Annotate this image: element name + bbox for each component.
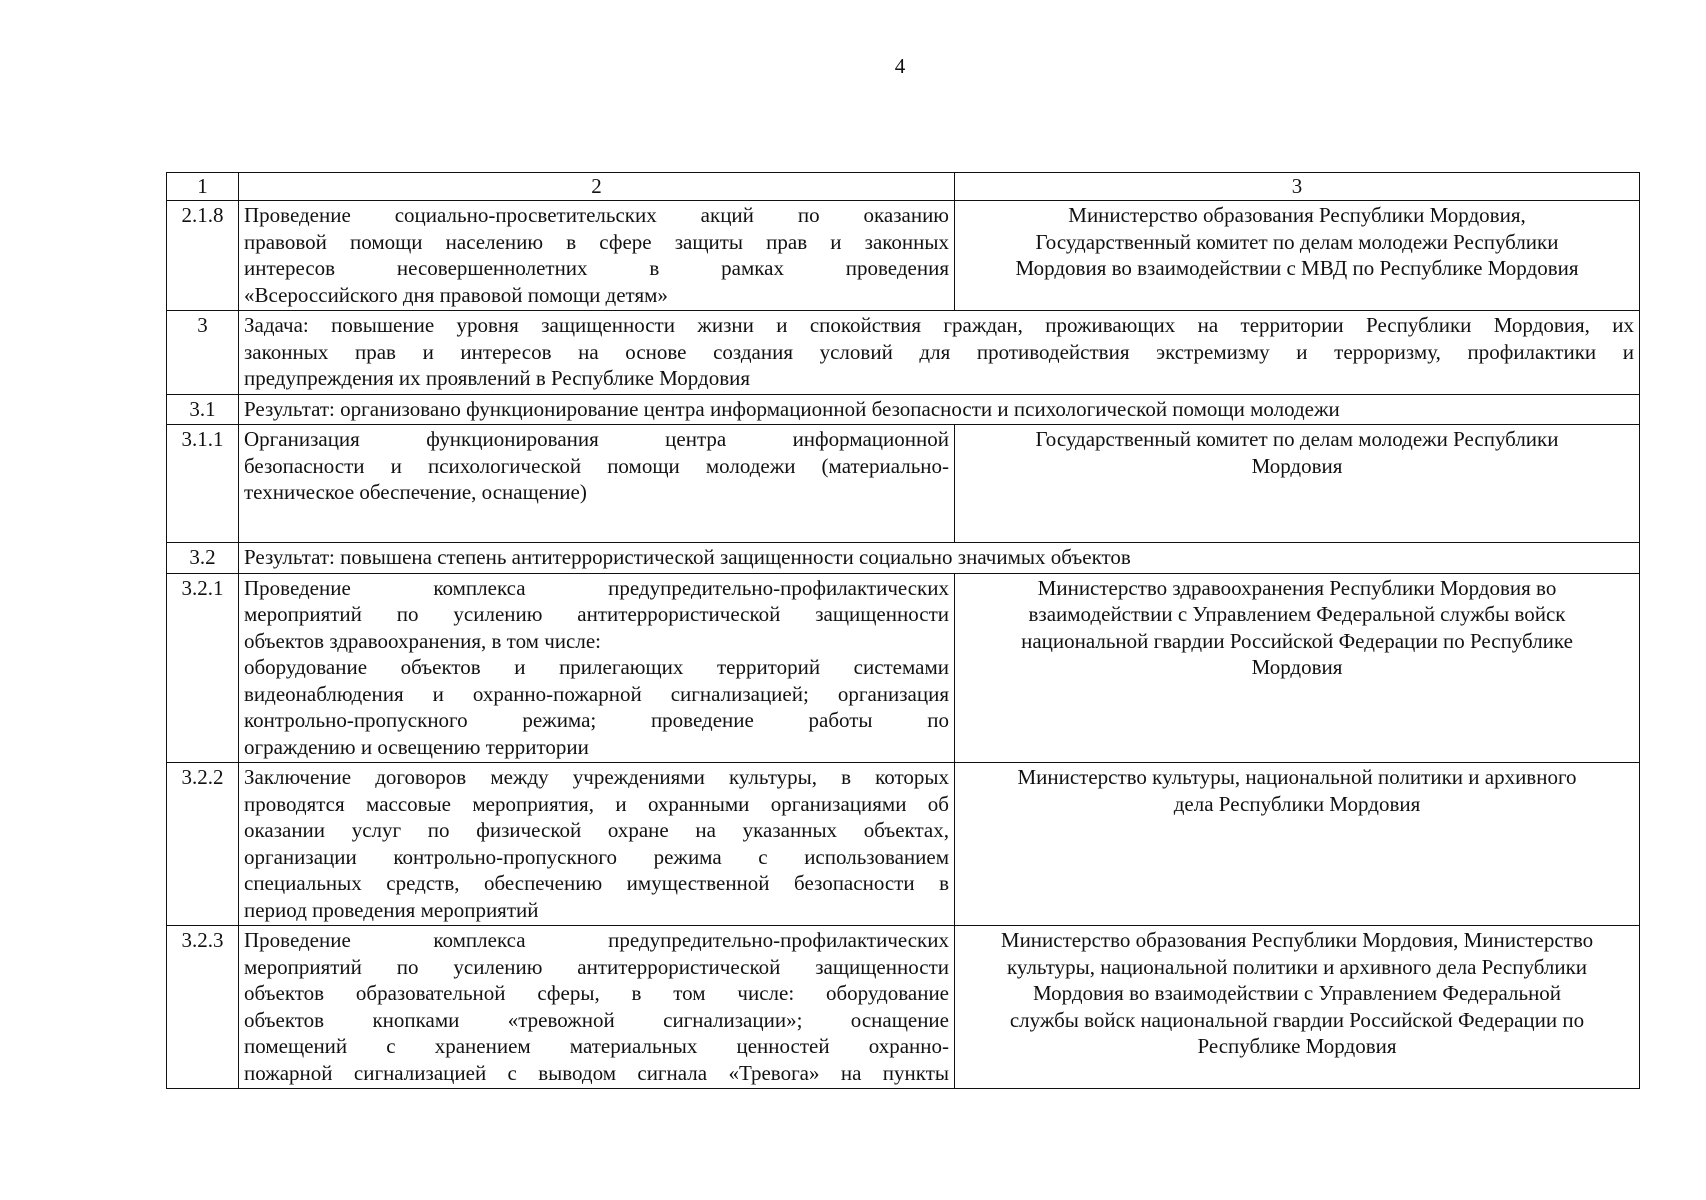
task-text: Задача: повышение уровня защищенности жизни и спокойствия граждан, проживающих на территории Республики Мордовия, их законных прав и интересов на основе создания условий для противодействия экстремизму и терроризму, профилактики и предупреждения их проявлений в Республике Мордовия [239,311,1640,395]
result-text: Результат: повышена степень антитеррористической защищенности социально значимых объектов [239,543,1640,574]
row-number: 3 [167,311,239,395]
responsible-executors: Министерство культуры, национальной политики и архивного дела Республики Мордовия [955,763,1640,926]
row-number: 3.2.2 [167,763,239,926]
table-row [167,573,1640,763]
table-row [167,425,1640,543]
header-row [167,173,1640,201]
plan-table [166,172,1640,1089]
responsible-executors: Министерство образования Республики Мордовия, Министерство культуры, национальной политики и архивного дела Республики Мордовия во взаимодействии с Управлением Федеральной службы войск национальной гвардии Российской Федерации по Республике Мордовия [955,926,1640,1089]
measure-description: Заключение договоров между учреждениями культуры, в которых проводятся массовые мероприятия, и охранными организациями об оказании услуг по физической охране на указанных объектах, организации контрольно-пропускного режима с использованием специальных средств, обеспечению имущественной безопасности в период проведения мероприятий [239,763,955,926]
row-number: 3.1.1 [167,425,239,543]
responsible-executors: Министерство образования Республики Мордовия, Государственный комитет по делам молодежи Республики Мордовия во взаимодействии с МВД по Республике Мордовия [955,201,1640,311]
row-number: 3.1 [167,394,239,425]
table-row [167,926,1640,1089]
row-number: 2.1.8 [167,201,239,311]
header-cell-3: 3 [955,173,1640,201]
result-row [167,543,1640,574]
result-text: Результат: организовано функционирование центра информационной безопасности и психологической помощи молодежи [239,394,1640,425]
result-row [167,394,1640,425]
task-row [167,311,1640,395]
measure-description: Организация функционирования центра информационной безопасности и психологической помощи молодежи (материально- техническое обеспечение, оснащение) [239,425,955,543]
measure-description: Проведение социально-просветительских акций по оказанию правовой помощи населению в сфере защиты прав и законных интересов несовершеннолетних в рамках проведения «Всероссийского дня правовой помощи детям» [239,201,955,311]
table-row [167,763,1640,926]
measure-description: Проведение комплекса предупредительно-профилактических мероприятий по усилению антитеррористической защищенности объектов здравоохранения, в том числе: оборудование объектов и прилегающих территорий системами видеонаблюдения и охранно-пожарной сигнализацией; организация контрольно-пропускного режима; проведение работы по ограждению и освещению территории [239,573,955,763]
header-cell-2: 2 [239,173,955,201]
row-number: 3.2 [167,543,239,574]
table-row [167,201,1640,311]
responsible-executors: Министерство здравоохранения Республики Мордовия во взаимодействии с Управлением Федеральной службы войск национальной гвардии Российской Федерации по Республике Мордовия [955,573,1640,763]
responsible-executors: Государственный комитет по делам молодежи Республики Мордовия [955,425,1640,543]
header-cell-1: 1 [167,173,239,201]
row-number: 3.2.3 [167,926,239,1089]
row-number: 3.2.1 [167,573,239,763]
page-number: 4 [894,54,906,78]
measure-description: Проведение комплекса предупредительно-профилактических мероприятий по усилению антитеррористической защищенности объектов образовательной сферы, в том числе: оборудование объектов кнопками «тревожной сигнализации»; оснащение помещений с хранением материальных ценностей охранно- пожарной сигнализацией с выводом сигнала «Тревога» на пункты [239,926,955,1089]
